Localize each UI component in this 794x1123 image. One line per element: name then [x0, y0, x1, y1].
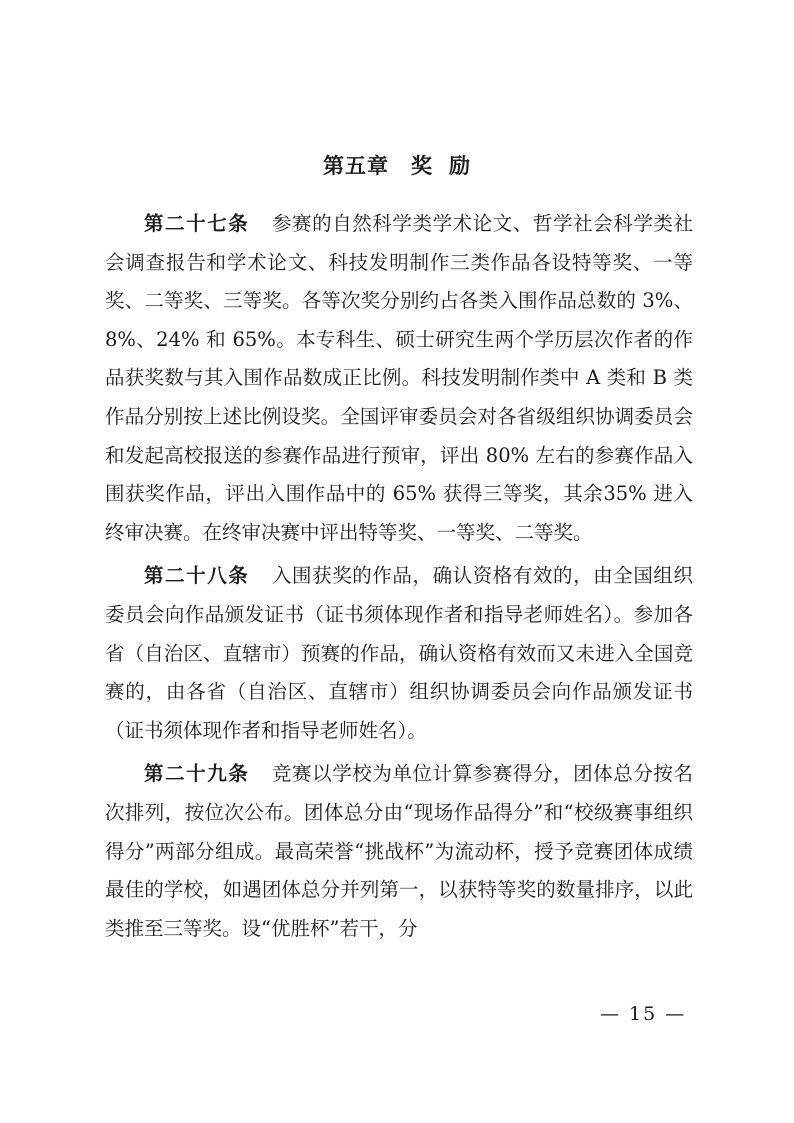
chapter-prefix: 第五章	[323, 154, 389, 178]
chapter-title-char-2: 励	[449, 154, 471, 178]
article-28	[105, 557, 693, 750]
article-text: 入围获奖的作品，确认资格有效的，由全国组织委员会向作品颁发证书（证书须体现作者和指导老师姓名）。参加各省（自治区、直辖市）预赛的作品，确认资格有效而又未进入全国竞赛的，由各省（自治区、直辖市）组织协调委员会向作品颁发证书（证书须体现作者和指导老师姓名）。	[105, 564, 693, 742]
page-number: — 15 —	[600, 1003, 687, 1025]
article-text: 参赛的自然科学类学术论文、哲学社会科学类社会调查报告和学术论文、科技发明制作三类作品各设特等奖、一等奖、二等奖、三等奖。各等次奖分别约占各类入围作品总数的 3%、8%、24% 和 65%。本专科生、硕士研究生两个学历层次作者的作品获奖数与其入围作品数成正比例。科技发明制作类中 A 类和 B 类作品分别按上述比例设奖。全国评审委员会对各省级组织协调委员会和发起高校报送的参赛作品进行预审，评出 80% 左右的参赛作品入围获奖作品，评出入围作品中的 65% 获得三等奖，其余35% 进入终审决赛。在终审决赛中评出特等奖、一等奖、二等奖。	[105, 212, 693, 544]
article-number: 第二十七条	[144, 212, 250, 235]
article-27	[105, 205, 693, 552]
article-number: 第二十九条	[144, 762, 250, 786]
chapter-title	[0, 150, 794, 180]
article-29	[105, 755, 693, 948]
chapter-title-char-1: 奖	[411, 154, 433, 178]
body-text	[105, 205, 693, 953]
article-number: 第二十八条	[144, 564, 250, 588]
article-text: 竞赛以学校为单位计算参赛得分，团体总分按名次排列，按位次公布。团体总分由“现场作品得分”和“校级赛事组织得分”两部分组成。最高荣誉“挑战杯”为流动杯，授予竞赛团体成绩最佳的学校，如遇团体总分并列第一，以获特等奖的数量排序，以此类推至三等奖。设“优胜杯”若干，分	[105, 762, 693, 940]
